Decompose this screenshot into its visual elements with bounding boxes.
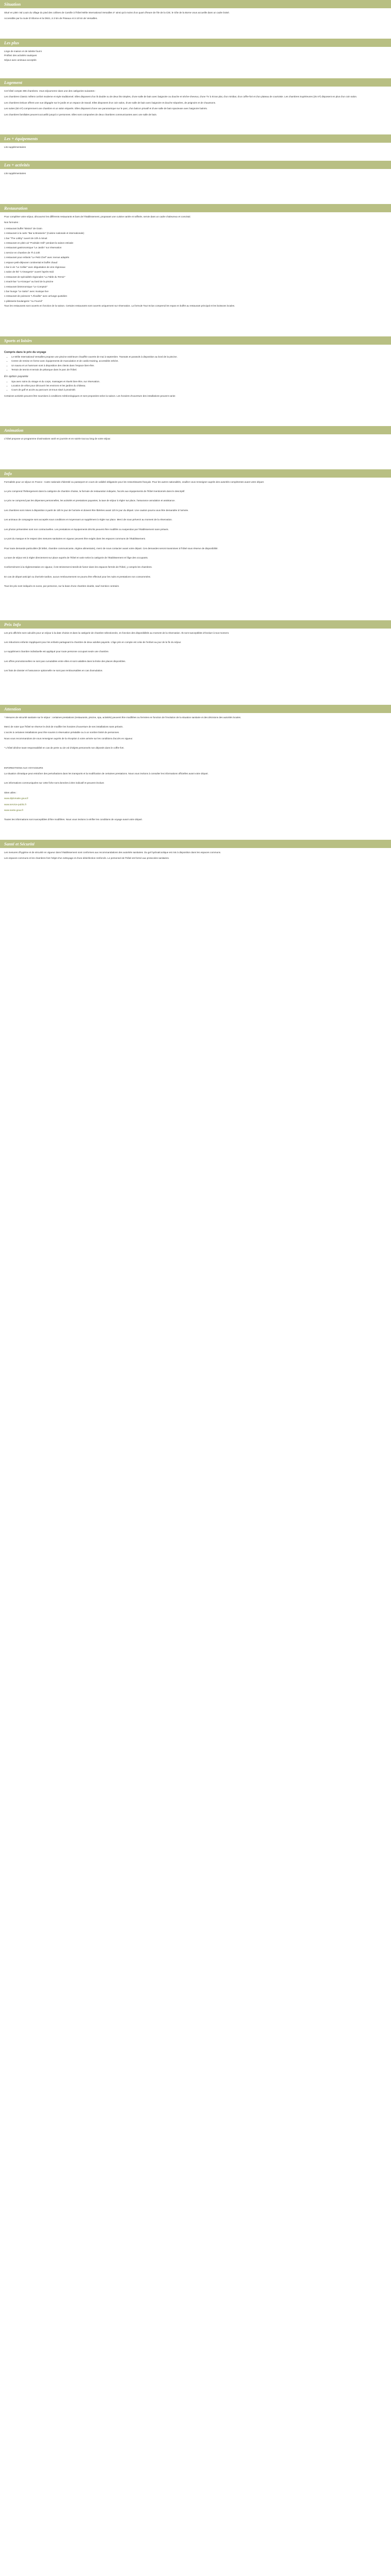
restauration-intro: Pour compléter votre séjour, découvrez les différents restaurants et bars de l'établissement, proposant une cuisine variée et raffinée, servie dans un cadre chaleureux et convivial. xyxy=(4,215,191,218)
sports-paid-item: • Location de vélos pour découvrir les environs et les jardins du château. xyxy=(11,384,387,387)
restauration-option: 1 bar lounge "Le Salon" avec musique live xyxy=(4,290,49,293)
sante-paragraph: Les espaces communs et les chambres font l'objet d'un nettoyage et d'une désinfection renforcés. Le personnel de l'hôtel est formé aux protocoles sanitaires. xyxy=(4,857,170,860)
restauration-options-title: Nos formules : xyxy=(4,221,20,224)
sports-included-item: • Un sauna et un hammam sont à disposition des clients dans l'espace bien-être. xyxy=(11,364,387,367)
restauration-option: 1 service en chambre de 7h à 23h xyxy=(4,251,40,254)
restauration-option: 1 restaurant à la carte "Bar & Brasserie" (Cuisine nationale et internationale) xyxy=(4,232,84,235)
sports-note: Certaines activités peuvent être soumises à conditions météorologiques et sont proposées selon la saison. Les horaires d'ouverture des installations peuvent varier. xyxy=(4,394,176,397)
sports-included-title: Compris dans le prix du voyage xyxy=(4,350,46,354)
prix-paragraph: Les offres promotionnelles ne sont pas cumulables entre elles et sont valables dans la limite des places disponibles. xyxy=(4,659,126,663)
section-attention xyxy=(0,713,391,829)
sports-paid-list xyxy=(4,380,387,392)
restauration-option: 1 restaurant buffet "Bistrot" de Grain xyxy=(4,227,42,230)
attention-links-label: Sites utiles : xyxy=(4,791,17,794)
restauration-option: 1 restaurant gastronomique "Le Jardin" sur réservation xyxy=(4,246,62,249)
attention-paragraph: Nous vous recommandons de vous renseigner auprès de la réception à votre arrivée sur les conditions d'accès en vigueur. xyxy=(4,737,133,740)
info-paragraph: La taxe de séjour est à régler directement sur place auprès de l'hôtel et varie selon la catégorie de l'établissement et l'âge des occupants. xyxy=(4,556,149,559)
section-equipements xyxy=(0,143,391,157)
info-paragraph: Tous les prix sont indiqués en euros, par personne, sur la base d'une chambre double, sauf mention contraire. xyxy=(4,585,120,588)
section-header-situation: Situation xyxy=(0,0,391,8)
logement-paragraph: Les suites (50 m²) comprennent une chambre et un salon séparés. Elles disposent d'une vue panoramique sur le parc, d'un balcon privatif et d'une salle de bain spacieuse avec baignoire balnéo. xyxy=(4,107,208,110)
sports-included-list xyxy=(4,355,387,372)
attention-info-title: INFORMATIONS AUX VOYAGEURS xyxy=(4,766,43,769)
info-paragraph: Le prix comprend l'hébergement dans la catégorie de chambre choisie, la formule de restauration indiquée, l'accès aux équipements de l'hôtel mentionnés dans le descriptif. xyxy=(4,490,185,493)
prix-paragraph: Les prix affichés sont calculés pour un séjour à la date choisie et dans la catégorie de chambre sélectionnée, en fonction des disponibilités au moment de la réservation. Ils sont susceptibles d'évoluer à tout moment. xyxy=(4,631,230,634)
attention-footer-note: Toutes les informations sont susceptibles d'être modifiées. Nous vous invitons à vérifier les conditions de voyage avant votre départ. xyxy=(4,818,143,821)
section-animation xyxy=(0,434,391,448)
useful-link[interactable]: www.sante.gouv.fr xyxy=(4,809,24,812)
section-prix xyxy=(0,629,391,684)
section-logement xyxy=(0,87,391,124)
section-header-equipements: Les + équipements xyxy=(0,134,391,143)
attention-paragraph: L'accès à certaines installations peut être soumis à réservation préalable ou à un nombre limité de personnes. xyxy=(4,731,120,734)
sports-included-item: • Terrain de tennis et terrain de pétanque dans le parc de l'hôtel. xyxy=(11,368,387,371)
info-paragraph: Conformément à la réglementation en vigueur, il est strictement interdit de fumer dans les espaces fermés de l'hôtel, y compris les chambres. xyxy=(4,566,153,569)
sports-included-item: • Le Mélie International Versailles propose une piscine extérieure chauffée ouverte de mai à septembre. Transats et parasols à disposition au bord de la piscine. xyxy=(11,355,387,359)
section-header-logement: Logement xyxy=(0,78,391,87)
restauration-note: Tous les restaurants sont ouverts en fonction de la saison. Certains restaurants sont ouverts uniquement sur réservation. La formule Tout Inclus comprend les repas en buffet au restaurant principal et les boissons locales. xyxy=(4,304,235,308)
info-paragraph: Pour toute demande particulière (lit bébé, chambre communicante, régime alimentaire), merci de nous contacter avant votre départ. Ces demandes seront transmises à l'hôtel sous réserve de disponibilité. xyxy=(4,547,218,550)
situation-paragraph: Accessible par la route D'Allonne et la D921, à 3 km de Piseaux et à 10 km de Versailles. xyxy=(4,17,98,20)
info-paragraph: Les animaux de compagnie sont acceptés sous conditions et moyennant un supplément à régler sur place. Merci de nous prévenir au moment de la réservation. xyxy=(4,518,173,521)
section-header-animation: Animation xyxy=(0,426,391,434)
info-paragraph: En cas de départ anticipé ou d'arrivée tardive, aucun remboursement ne pourra être effectué pour les nuits et prestations non consommées. xyxy=(4,575,151,578)
animation-paragraph: L'hôtel propose un programme d'animations varié en journée et en soirée tout au long de votre séjour. xyxy=(4,437,111,440)
attention-paragraph: * L'hôtel décline toute responsabilité en cas de perte ou de vol d'objets personnels non déposés dans le coffre-fort. xyxy=(4,747,124,750)
restauration-option: 1 bar à vin "Le Cellier" avec dégustation de vins régionaux xyxy=(4,265,66,268)
restauration-option: 1 snack-bar "Le Kiosque" au bord de la piscine xyxy=(4,280,54,283)
attention-info-paragraph: La situation climatique peut entraîner des perturbations dans les transports et la modification de certaines prestations. Nous vous invitons à consulter les informations officielles avant votre départ. xyxy=(4,772,208,775)
section-sante xyxy=(0,848,391,868)
sante-paragraph: Les mesures d'hygiène et de sécurité en vigueur dans l'établissement sont conformes aux recommandations des autorités sanitaires. Du gel hydroalcoolique est mis à disposition dans les espaces communs. xyxy=(4,851,221,854)
attention-paragraph: * Mesures de sécurité sanitaire sur le séjour : certaines prestations (restaurants, piscine, spa, activités) peuvent être modifiées ou fermées en fonction de l'évolution de la situation sanitaire et des décisions des autorités locales. xyxy=(4,716,241,719)
restauration-option: 1 restaurant de spécialités régionales "La Table du Terroir" xyxy=(4,275,66,278)
restauration-option: 1 salon de thé "L'Orangerie" ouvert l'après-midi xyxy=(4,270,54,274)
hotel-description-page xyxy=(0,0,391,868)
section-situation xyxy=(0,8,391,28)
restauration-option: 1 pâtisserie-boulangerie "Au Fournil" xyxy=(4,299,43,302)
info-paragraph: Les chambres sont mises à disposition à partir de 15h le jour de l'arrivée et doivent être libérées avant 11h le jour du départ. Une caution pourra vous être demandée à l'arrivée. xyxy=(4,509,189,512)
restauration-options-list xyxy=(4,227,387,303)
section-sports xyxy=(0,345,391,406)
plus-item: Linge de maison et de toilette fourni xyxy=(4,49,42,53)
section-header-info: Info xyxy=(0,469,391,478)
attention-info-paragraph: Les informations communiquées sur cette fiche sont données à titre indicatif et peuvent évoluer. xyxy=(4,782,105,785)
useful-link[interactable]: www.service-public.fr xyxy=(4,803,27,806)
restauration-option: 1 restaurant bistronomique "Le Comptoir" xyxy=(4,285,48,288)
section-info xyxy=(0,478,391,600)
section-plus xyxy=(0,47,391,68)
info-paragraph: Formalités pour un séjour en France : Carte nationale d'identité ou passeport en cours de validité obligatoire pour les ressortissants français. Pour les autres nationalités, veuillez vous renseigner auprès des autorités compétentes avant votre départ. xyxy=(4,480,265,483)
restauration-option: 1 restaurant de poissons "L'Écailler" avec arrivage quotidien xyxy=(4,295,68,298)
sports-paid-item: • Spa avec soins du visage et du corps, massages et rituels bien-être, sur réservation. xyxy=(11,380,387,383)
sports-paid-item: • Cours de golf et accès au parcours 18 trous situé à proximité. xyxy=(11,388,387,392)
restauration-option: 1 espace petit-déjeuner continental et buffet chaud xyxy=(4,261,58,264)
plus-item: Séjour avec animaux acceptés xyxy=(4,58,37,61)
section-header-restauration: Restauration xyxy=(0,204,391,212)
prix-paragraph: Le supplément chambre individuelle est appliqué pour toute personne occupant seule une chambre. xyxy=(4,650,109,653)
section-header-attention: Attention xyxy=(0,705,391,713)
section-header-sports: Sports et loisirs xyxy=(0,336,391,345)
logement-paragraph: Cet hôtel compte 396 chambres. Vous séjournerez dans une des catégories suivantes : xyxy=(4,90,96,93)
situation-paragraph: Situé en plein Val Louis du village du pied des collines de Carville à l'hôtel Mélie International Versailles 4* ainsi qu'à moins d'un quart d'heure de l'ile de la Cité, le Gîte de la Borne vous accueille dans un cadre boisé. xyxy=(4,11,230,14)
section-activites xyxy=(0,169,391,183)
restauration-option: 1 bar "The Lobby" ouvert de 10h à minuit xyxy=(4,236,47,240)
prix-paragraph: Les frais de dossier et l'assurance optionnelle ne sont pas remboursables en cas d'annulation. xyxy=(4,669,103,672)
equipement-item: Lits supplémentaires xyxy=(4,146,26,149)
info-paragraph: Le port du masque et le respect des mesures sanitaires en vigueur peuvent être exigés dans les espaces communs de l'établissement. xyxy=(4,537,146,540)
attention-paragraph: Merci de noter que l'hôtel se réserve le droit de modifier les horaires d'ouverture de ses installations sans préavis. xyxy=(4,725,123,728)
restauration-option: 1 restaurant pour enfants "Le Petit Chef" avec menus adaptés xyxy=(4,256,70,259)
section-restauration xyxy=(0,212,391,316)
prix-paragraph: Les réductions enfants s'appliquent pour les enfants partageant la chambre de deux adultes payants. L'âge pris en compte est celui de l'enfant au jour de la fin du séjour. xyxy=(4,640,182,643)
section-header-plus: Les plus xyxy=(0,39,391,47)
sports-paid-title: En option payante xyxy=(4,375,28,378)
plus-item: Profitez des activités nautiques xyxy=(4,54,37,57)
sports-included-item: • Centre de remise en forme avec équipements de musculation et de cardio-training, accessible 24h/24. xyxy=(11,360,387,363)
section-header-sante: Santé et Sécurité xyxy=(0,840,391,848)
section-header-prix: Prix Info xyxy=(0,620,391,629)
activite-item: Lits supplémentaires xyxy=(4,172,26,175)
logement-paragraph: Les chambres Deluxe offrent une vue dégagée sur le jardin et un espace de travail. Elles disposent d'un coin salon, d'une salle de bain avec baignoire et douche séparées, de peignoirs et de chaussons. xyxy=(4,101,216,104)
info-paragraph: Les photos présentées sont non contractuelles. Les prestations et équipements décrits peuvent être modifiés ou suspendus par l'établissement sans préavis. xyxy=(4,528,169,531)
logement-paragraph: Les chambres Classic mêlent confort moderne et style traditionnel. Elles disposent d'un lit double ou de deux lits simples, d'une salle de bain avec baignoire ou douche et sèche-cheveux, d'une TV à écran plat, d'un minibar, d'un coffre-fort et d'un plateau de courtoisie. Les chambres Supérieures (25 m²) disposent en plus d'un coin salon. xyxy=(4,95,357,98)
section-header-activites: Les + activités xyxy=(0,161,391,169)
info-paragraph: Le prix ne comprend pas les dépenses personnelles, les activités et prestations payantes, la taxe de séjour à régler sur place, l'assurance annulation et assistance. xyxy=(4,499,175,502)
logement-paragraph: Les chambres familiales peuvent accueillir jusqu'à 4 personnes. Elles sont composées de deux chambres communicantes avec une salle de bain. xyxy=(4,113,157,116)
useful-link[interactable]: www.diplomatie.gouv.fr xyxy=(4,797,28,800)
restauration-option: 1 restaurant en plein air "Poolside Grill" pendant la saison estivale xyxy=(4,241,74,244)
